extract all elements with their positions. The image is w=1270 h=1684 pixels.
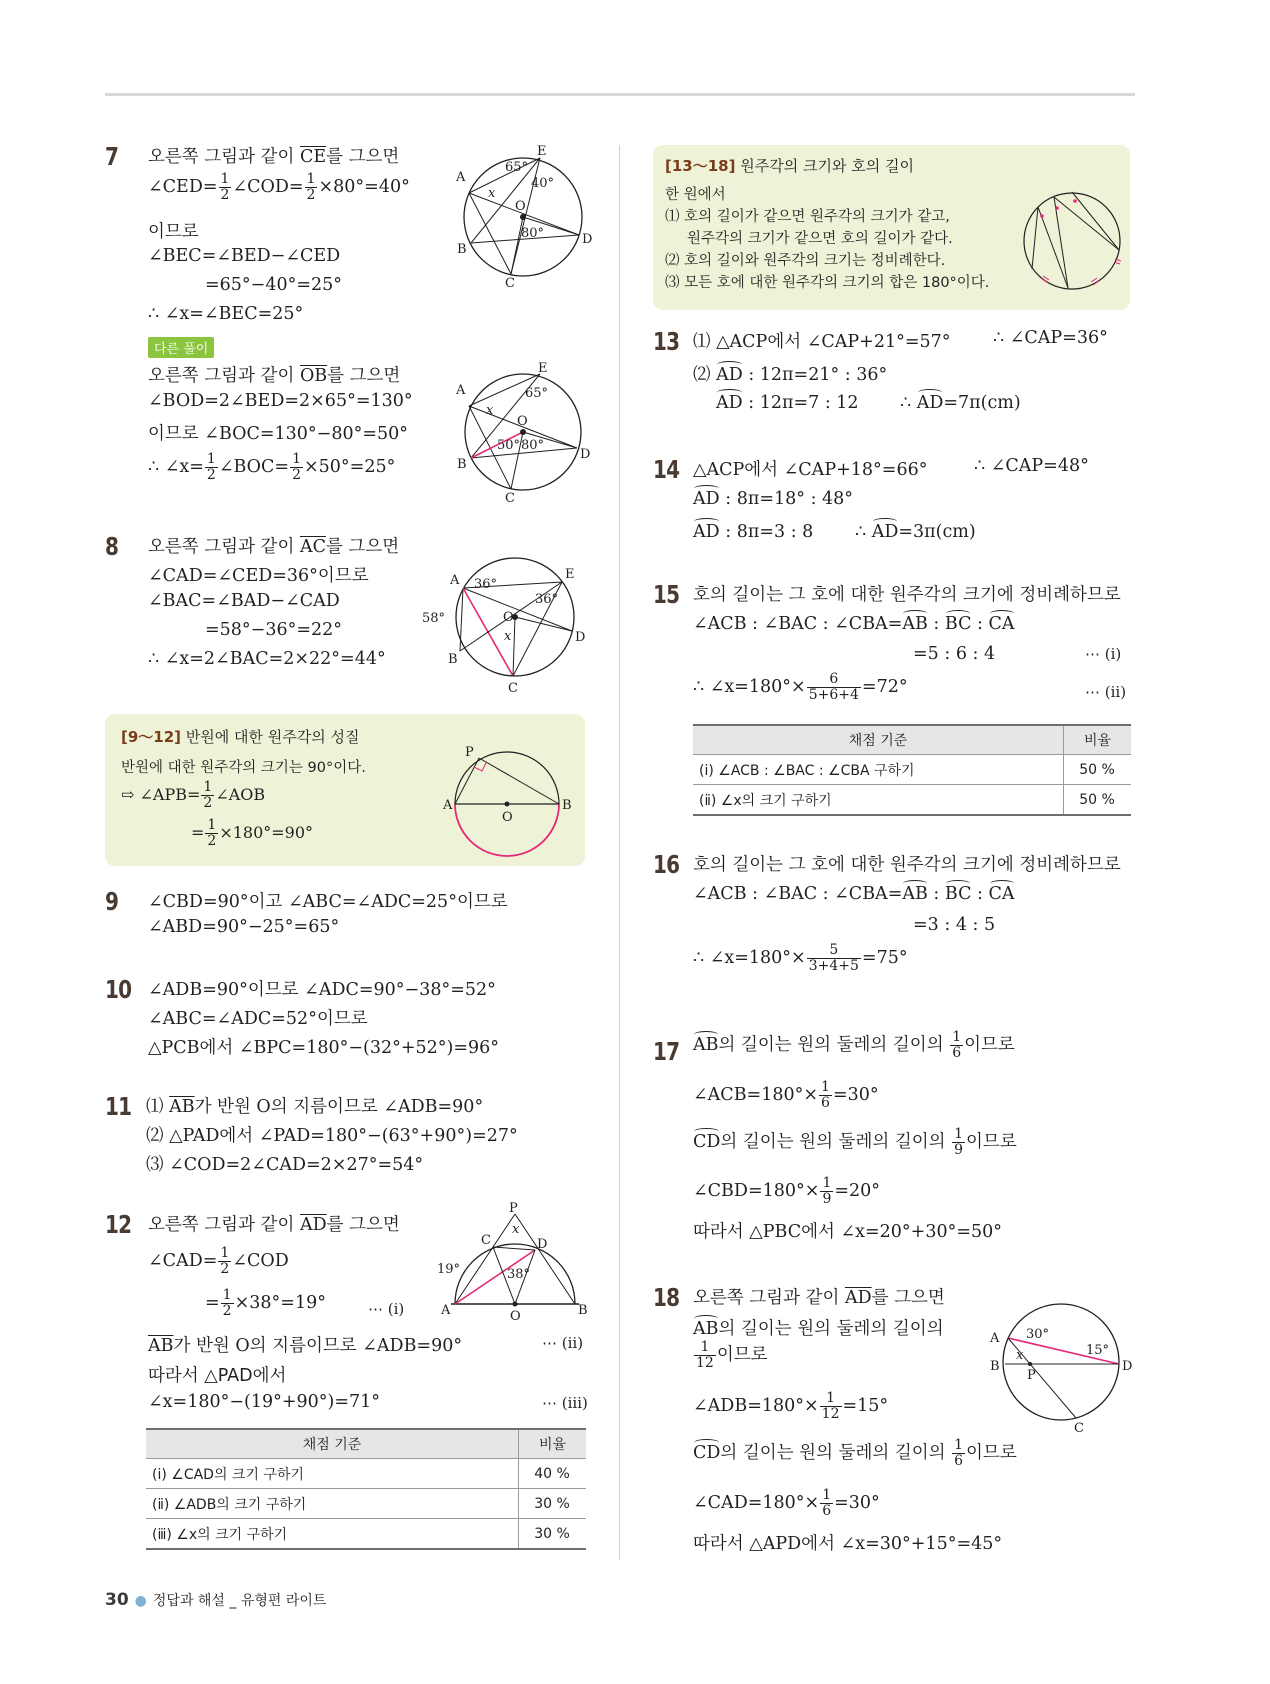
label-C: C — [481, 1233, 491, 1248]
problem-number: 12 — [105, 1210, 132, 1239]
figure-7a — [455, 144, 593, 291]
line: = $\frac{1}{2}$ ×38°=19° — [205, 1287, 326, 1319]
line: ∠BOD=2∠BED=2×65°=130° — [148, 391, 413, 411]
line: ∠x=180°−(19°+90°)=71° — [148, 1392, 381, 1412]
line: ∴ AD=7π(cm) — [900, 393, 1021, 413]
marker-ii: ⋯ (ⅱ) — [1085, 683, 1127, 701]
angle-65: 65° — [525, 386, 549, 401]
label-x: x — [488, 186, 496, 201]
line: ⑴ $\overline{AB}$가 반원 O의 지름이므로 ∠ADB=90° — [146, 1097, 484, 1117]
column-divider — [619, 145, 620, 1560]
line: 이므로 ∠BOC=130°−80°=50° — [148, 424, 409, 444]
box-text: = $\frac{1}{2}$ ×180°=90° — [191, 817, 314, 849]
line: 따라서 △PBC에서 ∠x=20°+30°=50° — [693, 1222, 1003, 1242]
page-number: 30 — [105, 1590, 129, 1610]
line: CD의 길이는 원의 둘레의 길이의 $\frac{1}{9}$ 이므로 — [693, 1126, 1017, 1158]
label-O: O — [502, 810, 513, 825]
label-D: D — [580, 447, 591, 462]
figure-12 — [437, 1201, 588, 1324]
marker-ii: ⋯ (ⅱ) — [542, 1334, 584, 1352]
line: ∠ABD=90°−25°=65° — [148, 917, 340, 937]
box-text: 반원에 대한 원주각의 크기는 90°이다. — [121, 760, 366, 776]
header-ratio: 비율 — [519, 1429, 587, 1459]
line: ∠CBD=90°이고 ∠ABC=∠ADC=25°이므로 — [148, 892, 508, 912]
problem-number: 16 — [653, 850, 680, 879]
line: 오른쪽 그림과 같이 $\overline{OB}$를 그으면 — [148, 366, 401, 386]
label-A: A — [456, 170, 466, 185]
table-row: (ⅲ) ∠x의 크기 구하기 30 % — [146, 1519, 586, 1550]
problem-number: 14 — [653, 455, 680, 484]
label-E: E — [537, 144, 547, 159]
line: ∠CBD=180°× $\frac{1}{9}$ =20° — [693, 1175, 881, 1207]
concept-box-13-18 — [653, 145, 1130, 310]
concept-box-9-12 — [105, 714, 585, 866]
header-criteria: 채점 기준 — [146, 1429, 519, 1459]
line: ∠ABC=∠ADC=52°이므로 — [148, 1009, 368, 1029]
box-text: 원주각의 크기가 같으면 호의 길이가 같다. — [687, 231, 953, 247]
label-E: E — [565, 567, 575, 582]
box-text: ⑶ 모든 호에 대한 원주각의 크기의 합은 180°이다. — [665, 275, 990, 291]
line: ⑵ △PAD에서 ∠PAD=180°−(63°+90°)=27° — [146, 1126, 518, 1146]
label-x: x — [512, 1222, 520, 1237]
label-O: O — [517, 414, 528, 429]
label-x: x — [1016, 1348, 1024, 1363]
angle-65: 65° — [505, 160, 529, 175]
figure-arcs — [1018, 187, 1126, 295]
marker-i: ⋯ (ⅰ) — [368, 1300, 405, 1318]
grading-table-15 — [693, 724, 1131, 816]
label-D: D — [575, 630, 586, 645]
angle-15: 15° — [1086, 1343, 1110, 1358]
label-C: C — [508, 681, 518, 696]
bullet-icon: ● — [134, 1593, 147, 1609]
angle-19: 19° — [437, 1262, 461, 1277]
label-E: E — [538, 361, 548, 376]
header-ratio: 비율 — [1064, 725, 1132, 755]
angle-38: 38° — [507, 1267, 531, 1282]
label-A: A — [441, 1303, 451, 1318]
table-row: (ⅰ) ∠CAD의 크기 구하기 40 % — [146, 1459, 586, 1489]
label-A: A — [990, 1331, 1000, 1346]
label-B: B — [990, 1359, 1000, 1374]
line: ∴ ∠x=2∠BAC=2×22°=44° — [148, 649, 386, 669]
label-A: A — [443, 798, 453, 813]
line: CD의 길이는 원의 둘레의 길이의 $\frac{1}{6}$ 이므로 — [693, 1437, 1017, 1469]
line: 오른쪽 그림과 같이 $\overline{AD}$를 그으면 — [148, 1215, 400, 1235]
figure-8 — [422, 548, 592, 696]
box-text: ⇨ ∠APB= $\frac{1}{2}$ ∠AOB — [121, 779, 266, 811]
angle-58: 58° — [422, 611, 446, 626]
line: ∴ ∠x=180°× $\frac{6}{5+6+4}$ =72° — [693, 671, 908, 703]
label-D: D — [1122, 1359, 1133, 1374]
line: AB의 길이는 원의 둘레의 길이의 — [693, 1319, 944, 1339]
line: ∠CAD=180°× $\frac{1}{6}$ =30° — [693, 1487, 880, 1519]
label-B: B — [562, 798, 572, 813]
figure-18 — [978, 1298, 1138, 1436]
line: ∠ACB=180°× $\frac{1}{6}$ =30° — [693, 1079, 879, 1111]
problem-number: 18 — [653, 1283, 680, 1312]
line: ⑶ ∠COD=2∠CAD=2×27°=54° — [146, 1155, 424, 1175]
marker-iii: ⋯ (ⅲ) — [542, 1394, 588, 1412]
label-A: A — [450, 573, 460, 588]
line: ∠CAD=∠CED=36°이므로 — [148, 566, 369, 586]
header-criteria: 채점 기준 — [693, 725, 1064, 755]
line: AD : 8π=3 : 8 — [693, 522, 814, 542]
line: 오른쪽 그림과 같이 $\overline{AD}$를 그으면 — [693, 1288, 945, 1308]
box-text: ⑵ 호의 길이와 원주각의 크기는 정비례한다. — [665, 253, 946, 269]
line: 오른쪽 그림과 같이 $\overline{AC}$를 그으면 — [148, 537, 400, 557]
problem-number: 17 — [653, 1037, 680, 1066]
line: ⑵ AD : 12π=21° : 36° — [693, 365, 888, 385]
label-D: D — [537, 1237, 548, 1252]
table-row: (ⅱ) ∠x의 크기 구하기 50 % — [693, 785, 1131, 816]
line: ⑴ △ACP에서 ∠CAP+21°=57° — [693, 332, 951, 352]
angle-50: 50° — [497, 438, 521, 453]
line: ∠ACB : ∠BAC : ∠CBA=AB : BC : CA — [693, 614, 1015, 634]
angle-36a: 36° — [474, 577, 498, 592]
line: ∴ ∠x= $\frac{1}{2}$ ∠BOC= $\frac{1}{2}$ ×50°=25° — [148, 451, 396, 483]
angle-80: 80° — [521, 438, 545, 453]
line: 따라서 △APD에서 ∠x=30°+15°=45° — [693, 1534, 1003, 1554]
table-row: (ⅰ) ∠ACB : ∠BAC : ∠CBA 구하기 50 % — [693, 755, 1131, 785]
label-B: B — [448, 652, 458, 667]
table-row: (ⅱ) ∠ADB의 크기 구하기 30 % — [146, 1489, 586, 1519]
label-P: P — [465, 745, 474, 760]
problem-number: 7 — [105, 142, 119, 171]
box-title: [9～12] 반원에 대한 원주각의 성질 — [121, 728, 360, 746]
line: 호의 길이는 그 호에 대한 원주각의 크기에 정비례하므로 — [693, 585, 1121, 605]
figure-semicircle — [443, 745, 575, 858]
line: $\frac{1}{12}$ 이므로 — [696, 1339, 768, 1371]
label-C: C — [505, 276, 515, 291]
alt-solution-badge: 다른 풀이 — [148, 337, 214, 358]
line: ∴ ∠CAP=36° — [993, 328, 1108, 348]
problem-number: 9 — [105, 887, 119, 916]
line: ∠ADB=90°이므로 ∠ADC=90°−38°=52° — [148, 980, 496, 1000]
label-C: C — [1074, 1421, 1084, 1436]
line: ∴ AD=3π(cm) — [855, 522, 976, 542]
problem-number: 13 — [653, 327, 680, 356]
angle-36b: 36° — [535, 592, 559, 607]
label-x: x — [504, 629, 512, 644]
line: ∴ ∠CAP=48° — [974, 456, 1089, 476]
line: ∴ ∠x=180°× $\frac{5}{3+4+5}$ =75° — [693, 942, 908, 974]
line: =5 : 6 : 4 — [913, 644, 996, 664]
line: =65°−40°=25° — [205, 275, 343, 295]
line: $\overline{AB}$가 반원 O의 지름이므로 ∠ADB=90° — [148, 1336, 463, 1356]
line: ∠ACB : ∠BAC : ∠CBA=AB : BC : CA — [693, 884, 1015, 904]
footer-text: 정답과 해설 _ 유형편 라이트 — [152, 1593, 327, 1609]
line: =3 : 4 : 5 — [913, 915, 996, 935]
figure-7b — [455, 361, 591, 506]
line: ∠CED= $\frac{1}{2}$ ∠COD= $\frac{1}{2}$ ×80°=40° — [148, 171, 410, 203]
label-B: B — [457, 242, 467, 257]
line: AD : 8π=18° : 48° — [693, 489, 854, 509]
label-A: A — [456, 383, 466, 398]
grading-table-12 — [146, 1428, 586, 1550]
problem-number: 15 — [653, 580, 680, 609]
line: 따라서 △PAD에서 — [148, 1366, 287, 1386]
label-C: C — [505, 491, 515, 506]
box-text: 한 원에서 — [665, 187, 726, 203]
line: 이므로 — [148, 222, 199, 242]
line: ∠BAC=∠BAD−∠CAD — [148, 591, 340, 611]
line: ∠BEC=∠BED−∠CED — [148, 246, 341, 266]
header-rule — [105, 93, 1135, 96]
line: △PCB에서 ∠BPC=180°−(32°+52°)=96° — [148, 1038, 500, 1058]
angle-40: 40° — [531, 176, 555, 191]
label-P: P — [1027, 1368, 1036, 1383]
label-B: B — [578, 1303, 588, 1318]
label-B: B — [457, 457, 467, 472]
problem-number: 8 — [105, 532, 119, 561]
label-D: D — [582, 232, 593, 247]
label-x: x — [486, 403, 494, 418]
label-O: O — [515, 199, 526, 214]
line: AB의 길이는 원의 둘레의 길이의 $\frac{1}{6}$ 이므로 — [693, 1029, 1015, 1061]
angle-30: 30° — [1026, 1327, 1050, 1342]
label-O: O — [503, 610, 514, 625]
line: 오른쪽 그림과 같이 $\overline{CE}$를 그으면 — [148, 147, 400, 167]
box-title: [13～18] 원주각의 크기와 호의 길이 — [665, 157, 914, 175]
line: ∠CAD= $\frac{1}{2}$ ∠COD — [148, 1245, 289, 1277]
label-O: O — [510, 1309, 521, 1324]
label-P: P — [509, 1201, 518, 1216]
line: 호의 길이는 그 호에 대한 원주각의 크기에 정비례하므로 — [693, 855, 1121, 875]
box-text: ⑴ 호의 길이가 같으면 원주각의 크기가 같고, — [665, 209, 950, 225]
marker-i: ⋯ (ⅰ) — [1085, 645, 1122, 663]
line: =58°−36°=22° — [205, 620, 343, 640]
line: ∠ADB=180°× $\frac{1}{12}$ =15° — [693, 1390, 889, 1422]
line: AD : 12π=7 : 12 — [716, 393, 859, 413]
line: △ACP에서 ∠CAP+18°=66° — [693, 460, 928, 480]
problem-number: 10 — [105, 975, 132, 1004]
angle-80: 80° — [521, 226, 545, 241]
page-footer — [105, 1590, 326, 1610]
problem-number: 11 — [105, 1092, 132, 1121]
line: ∴ ∠x=∠BEC=25° — [148, 304, 304, 324]
